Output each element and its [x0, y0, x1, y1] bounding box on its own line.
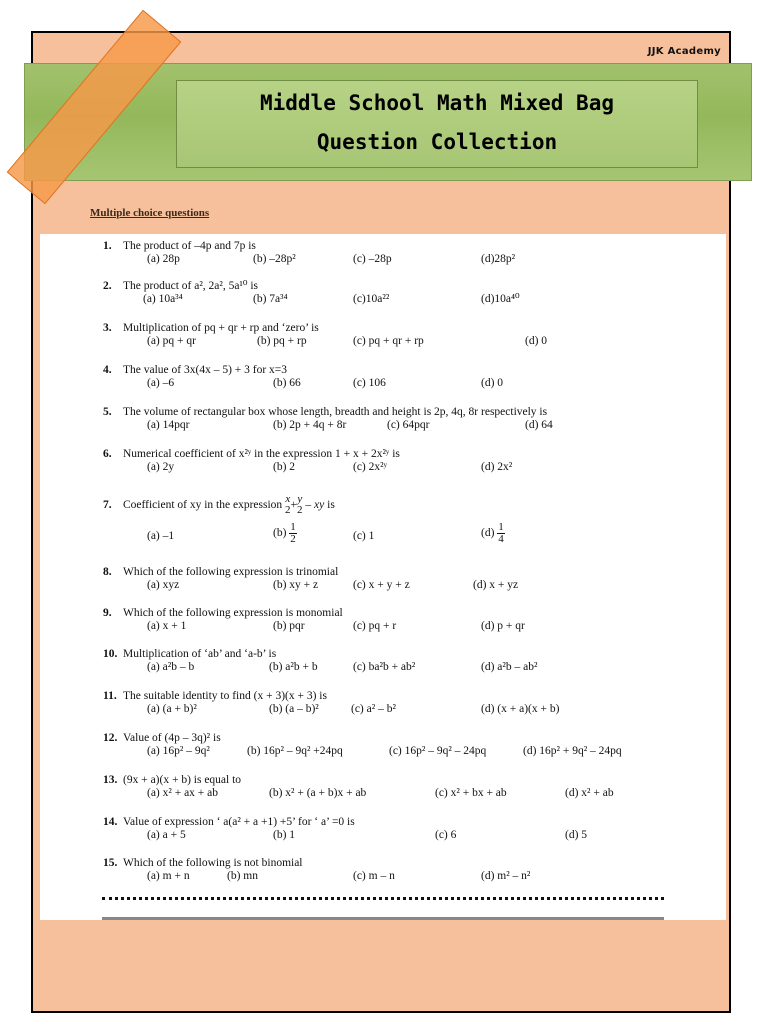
minus-xy: – xy	[305, 498, 325, 511]
option-a: (a) 28p	[147, 253, 180, 265]
option-b: (b) pq + rp	[257, 335, 307, 347]
question-7	[103, 490, 504, 552]
options-row	[123, 419, 553, 432]
option-a: (a) –1	[147, 530, 175, 542]
bottom-rule	[102, 917, 664, 920]
question-text: The product of a², 2a², 5a¹⁰ is	[123, 280, 259, 292]
option-a: (a) xyz	[147, 579, 180, 591]
option-d: (d) p + qr	[481, 620, 525, 632]
options-row	[123, 253, 516, 266]
option-c: (c) 1	[353, 530, 375, 542]
question-12	[103, 732, 622, 758]
option-c: (c) 2x²ʸ	[353, 461, 388, 473]
question-4	[103, 364, 504, 390]
numerator: 1	[290, 521, 296, 533]
denominator: 2	[297, 504, 303, 516]
option-a: (a) a²b – b	[147, 661, 195, 673]
option-d: (d) x + yz	[473, 579, 519, 591]
question-number: 9.	[103, 607, 112, 619]
option-d: (d)28p²	[481, 253, 516, 265]
options-row	[123, 703, 560, 716]
fraction-1-over-4	[497, 522, 505, 545]
option-b: (b) pqr	[273, 620, 305, 632]
options-row	[123, 745, 622, 758]
option-b: (b) mn	[227, 870, 258, 882]
option-c: (c) m – n	[353, 870, 395, 882]
options-row	[123, 579, 519, 592]
question-number: 3.	[103, 322, 112, 334]
question-text: The volume of rectangular box whose length, breadth and height is 2p, 4q, 8r respectively is	[123, 406, 548, 418]
option-d	[481, 522, 505, 545]
options-row	[123, 620, 525, 633]
section-heading: Multiple choice questions	[90, 207, 210, 219]
option-c: (c) pq + r	[353, 620, 397, 632]
option-a: (a) –6	[147, 377, 175, 389]
brand-logo: JJK Academy	[647, 46, 721, 57]
denominator: 2	[285, 504, 291, 516]
question-text: Value of (4p – 3q)² is	[123, 732, 221, 744]
question-text: Numerical coefficient of x²ʸ in the expression 1 + x + 2x²ʸ is	[123, 448, 400, 460]
question-number: 5.	[103, 406, 112, 418]
option-b: (b) 66	[273, 377, 301, 389]
options-row	[123, 335, 548, 348]
question-number: 7.	[103, 498, 112, 511]
question-6	[103, 448, 513, 474]
question-3	[103, 322, 548, 348]
plus-sign: +	[290, 498, 298, 511]
question-text: Which of the following expression is trinomial	[123, 566, 339, 578]
question-9	[103, 607, 525, 633]
options-row	[123, 787, 614, 800]
denominator: 4	[498, 533, 504, 545]
question-text: The product of –4p and 7p is	[123, 240, 256, 252]
question-10	[103, 648, 538, 674]
question-number: 13.	[103, 774, 118, 786]
fraction-1-over-2	[289, 522, 297, 545]
option-c: (c) 106	[353, 377, 386, 389]
question-text: Coefficient of xy in the expression	[123, 498, 283, 511]
option-d: (d) 64	[525, 419, 553, 431]
options-row	[123, 829, 588, 842]
option-a: (a) a + 5	[147, 829, 186, 841]
option-b: (b) 16p² – 9q² +24pq	[247, 745, 343, 757]
option-b	[273, 522, 297, 545]
option-b: (b) –28p²	[253, 253, 296, 265]
option-a: (a) 16p² – 9q²	[147, 745, 210, 757]
question-number: 1.	[103, 240, 112, 252]
option-a: (a) 14pqr	[147, 419, 190, 431]
question-number: 8.	[103, 566, 112, 578]
option-c: (c)10a²²	[353, 293, 390, 305]
question-number: 4.	[103, 364, 112, 376]
dotted-divider	[102, 897, 664, 900]
option-a: (a) (a + b)²	[147, 703, 197, 715]
option-b: (b) 1	[273, 829, 296, 841]
option-d-label: (d)	[481, 527, 495, 539]
numerator: x	[285, 493, 291, 505]
page-title-line2: Question Collection	[316, 130, 558, 154]
option-c: (c) –28p	[353, 253, 392, 265]
option-d: (d) m² – n²	[481, 870, 531, 882]
option-b: (b) xy + z	[273, 579, 319, 591]
option-d: (d) (x + a)(x + b)	[481, 703, 560, 715]
question-text: Which of the following expression is monomial	[123, 607, 343, 619]
option-b-label: (b)	[273, 527, 287, 539]
option-c: (c) 64pqr	[387, 419, 430, 431]
question-text: Which of the following is not binomial	[123, 857, 303, 869]
option-a: (a) m + n	[147, 870, 190, 882]
option-c: (c) pq + qr + rp	[353, 335, 424, 347]
question-number: 6.	[103, 448, 112, 460]
option-a: (a) 2y	[147, 461, 175, 473]
question-2	[103, 280, 520, 306]
options-row	[123, 521, 504, 552]
option-d: (d) 0	[525, 335, 548, 347]
option-d: (d) 16p² + 9q² – 24pq	[523, 745, 622, 757]
option-a: (a) 10a³⁴	[143, 293, 183, 305]
options-row	[123, 461, 513, 474]
question-1	[103, 240, 516, 266]
option-d: (d) 0	[481, 377, 504, 389]
denominator: 2	[290, 533, 296, 545]
question-number: 2.	[103, 280, 112, 292]
option-b: (b) 7a³⁴	[253, 293, 288, 305]
question-text: Multiplication of ‘ab’ and ‘a-b’ is	[123, 648, 277, 660]
question-number: 15.	[103, 857, 118, 869]
option-b: (b) a²b + b	[269, 661, 318, 673]
option-a: (a) pq + qr	[147, 335, 196, 347]
question-number: 10.	[103, 648, 118, 660]
question-8	[103, 566, 519, 592]
fraction-y-over-2	[297, 494, 303, 516]
question-5	[103, 406, 553, 432]
question-13	[103, 774, 614, 800]
page-title-line1: Middle School Math Mixed Bag	[259, 91, 614, 115]
options-row	[123, 870, 531, 883]
option-c: (c) 16p² – 9q² – 24pq	[389, 745, 487, 757]
option-c: (c) ba²b + ab²	[353, 661, 416, 673]
question-14	[103, 816, 588, 842]
numerator: 1	[498, 521, 504, 533]
question-11	[103, 690, 560, 716]
question-number: 11.	[103, 690, 117, 702]
question-text: Multiplication of pq + qr + rp and ‘zero’ is	[123, 322, 319, 334]
options-row	[123, 661, 538, 674]
question-text-tail: is	[327, 498, 335, 511]
option-d: (d) 5	[565, 829, 588, 841]
options-row	[123, 293, 520, 306]
option-c: (c) a² – b²	[351, 703, 396, 715]
question-text: (9x + a)(x + b) is equal to	[123, 774, 242, 786]
option-a: (a) x² + ax + ab	[147, 787, 219, 799]
option-d: (d) x² + ab	[565, 787, 614, 799]
option-b: (b) x² + (a + b)x + ab	[269, 787, 367, 799]
question-number: 14.	[103, 816, 118, 828]
options-row	[123, 377, 504, 390]
option-d: (d) 2x²	[481, 461, 513, 473]
option-b: (b) 2p + 4q + 8r	[273, 419, 347, 431]
numerator: y	[297, 493, 303, 505]
question-text: The suitable identity to find (x + 3)(x + 3) is	[123, 690, 327, 702]
option-b: (b) 2	[273, 461, 296, 473]
option-d: (d)10a⁴⁰	[481, 293, 520, 305]
title-box	[176, 80, 698, 168]
option-b: (b) (a – b)²	[269, 703, 319, 715]
option-c: (c) 6	[435, 829, 457, 841]
question-number: 12.	[103, 732, 118, 744]
option-c: (c) x + y + z	[353, 579, 410, 591]
option-d: (d) a²b – ab²	[481, 661, 538, 673]
question-text: The value of 3x(4x – 5) + 3 for x=3	[123, 364, 288, 376]
option-c: (c) x² + bx + ab	[435, 787, 507, 799]
question-15	[103, 857, 531, 883]
question-text: Value of expression ‘ a(a² + a +1) +5’ for ‘ a’ =0 is	[123, 816, 355, 828]
option-a: (a) x + 1	[147, 620, 187, 632]
